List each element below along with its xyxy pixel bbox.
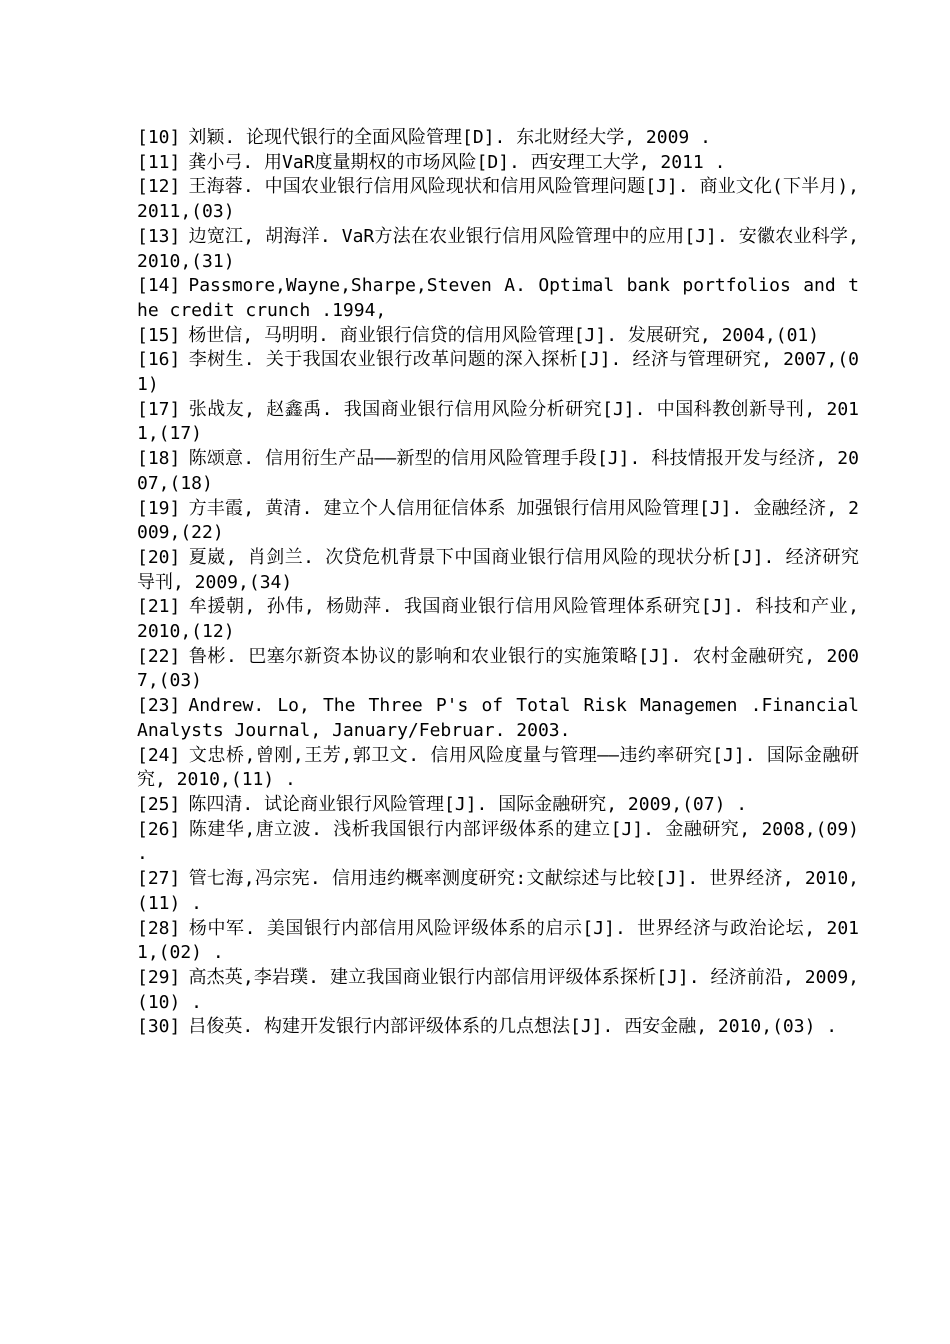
reference-text: 管七海,冯宗宪. 信用违约概率测度研究:文献综述与比较[J]. 世界经济, 2010,(11) . [137,868,859,914]
reference-text: 牟援朝, 孙伟, 杨勋萍. 我国商业银行信用风险管理体系研究[J]. 科技和产业, 2010,(12) [137,596,859,643]
reference-text: 方丰霞, 黄清. 建立个人信用征信体系 加强银行信用风险管理[J]. 金融经济, 2009,(22) [137,497,859,544]
reference-item [137,694,859,743]
reference-text: 陈颂意. 信用衍生产品——新型的信用风险管理手段[J]. 科技情报开发与经济, 2007,(18) [137,448,859,494]
reference-text: 边宽江, 胡海洋. VaR方法在农业银行信用风险管理中的应用[J]. 安徽农业科学, 2010,(31) [137,225,859,272]
reference-item [137,595,859,644]
reference-text: 鲁彬. 巴塞尔新资本协议的影响和农业银行的实施策略[J]. 农村金融研究, 2007,(03) [137,645,859,692]
reference-item [137,447,859,496]
reference-number: [15] [137,324,181,346]
reference-text: 陈四清. 试论商业银行风险管理[J]. 国际金融研究, 2009,(07) . [188,793,748,815]
reference-item [137,793,859,818]
reference-number: [19] [137,497,181,519]
reference-text: 文忠桥,曾刚,王芳,郭卫文. 信用风险度量与管理——违约率研究[J]. 国际金融研究, 2010,(11) . [137,744,859,791]
reference-item [137,645,859,694]
reference-number: [25] [137,793,181,815]
reference-item [137,818,859,867]
reference-text: Passmore,Wayne,Sharpe,Steven A. Optimal bank portfolios and the credit crunch .1994, [137,275,859,321]
reference-item [137,274,859,323]
reference-text: 杨世信, 马明明. 商业银行信贷的信用风险管理[J]. 发展研究, 2004,(01) [188,324,820,346]
reference-item [137,744,859,793]
reference-item [137,867,859,916]
reference-item [137,497,859,546]
reference-number: [16] [137,349,181,371]
reference-number: [29] [137,966,181,988]
reference-number: [13] [137,225,181,247]
reference-item [137,1015,859,1040]
reference-text: Andrew. Lo, The Three P's of Total Risk Managemen .Financial Analysts Journal, January/Februar. 2003. [137,695,859,741]
reference-number: [27] [137,868,181,890]
reference-text: 李树生. 关于我国农业银行改革问题的深入探析[J]. 经济与管理研究, 2007,(01) [137,349,859,396]
reference-number: [18] [137,448,181,470]
reference-item [137,398,859,447]
reference-item [137,917,859,966]
reference-number: [21] [137,596,181,618]
reference-item [137,348,859,397]
reference-number: [12] [137,176,181,198]
reference-item [137,324,859,349]
reference-text: 杨中军. 美国银行内部信用风险评级体系的启示[J]. 世界经济与政治论坛, 2011,(02) . [137,917,859,964]
reference-number: [22] [137,645,181,667]
reference-number: [14] [137,275,181,297]
reference-text: 王海蓉. 中国农业银行信用风险现状和信用风险管理问题[J]. 商业文化(下半月), 2011,(03) [137,176,859,223]
reference-number: [28] [137,917,181,939]
reference-text: 张战友, 赵鑫禹. 我国商业银行信用风险分析研究[J]. 中国科教创新导刊, 2011,(17) [137,398,859,445]
reference-number: [10] [137,127,181,148]
reference-text: 吕俊英. 构建开发银行内部评级体系的几点想法[J]. 西安金融, 2010,(03) . [188,1016,838,1038]
reference-item [137,546,859,595]
reference-text: 高杰英,李岩璞. 建立我国商业银行内部信用评级体系探析[J]. 经济前沿, 2009,(10) . [137,966,859,1013]
reference-list [137,126,859,1040]
reference-item [137,151,859,176]
reference-text: 陈建华,唐立波. 浅析我国银行内部评级体系的建立[J]. 金融研究, 2008,(09) . [137,818,859,865]
reference-number: [20] [137,546,181,568]
reference-number: [17] [137,398,181,420]
reference-text: 夏崴, 肖剑兰. 次贷危机背景下中国商业银行信用风险的现状分析[J]. 经济研究导刊, 2009,(34) [137,546,859,593]
reference-number: [24] [137,744,181,766]
reference-text: 刘颖. 论现代银行的全面风险管理[D]. 东北财经大学, 2009 . [188,127,711,148]
reference-number: [30] [137,1016,181,1038]
reference-item [137,966,859,1015]
reference-number: [11] [137,151,181,173]
reference-item [137,175,859,224]
reference-number: [26] [137,818,181,840]
reference-number: [23] [137,695,181,717]
reference-text: 龚小弓. 用VaR度量期权的市场风险[D]. 西安理工大学, 2011 . [188,151,726,173]
reference-item [137,126,859,151]
reference-item [137,225,859,274]
